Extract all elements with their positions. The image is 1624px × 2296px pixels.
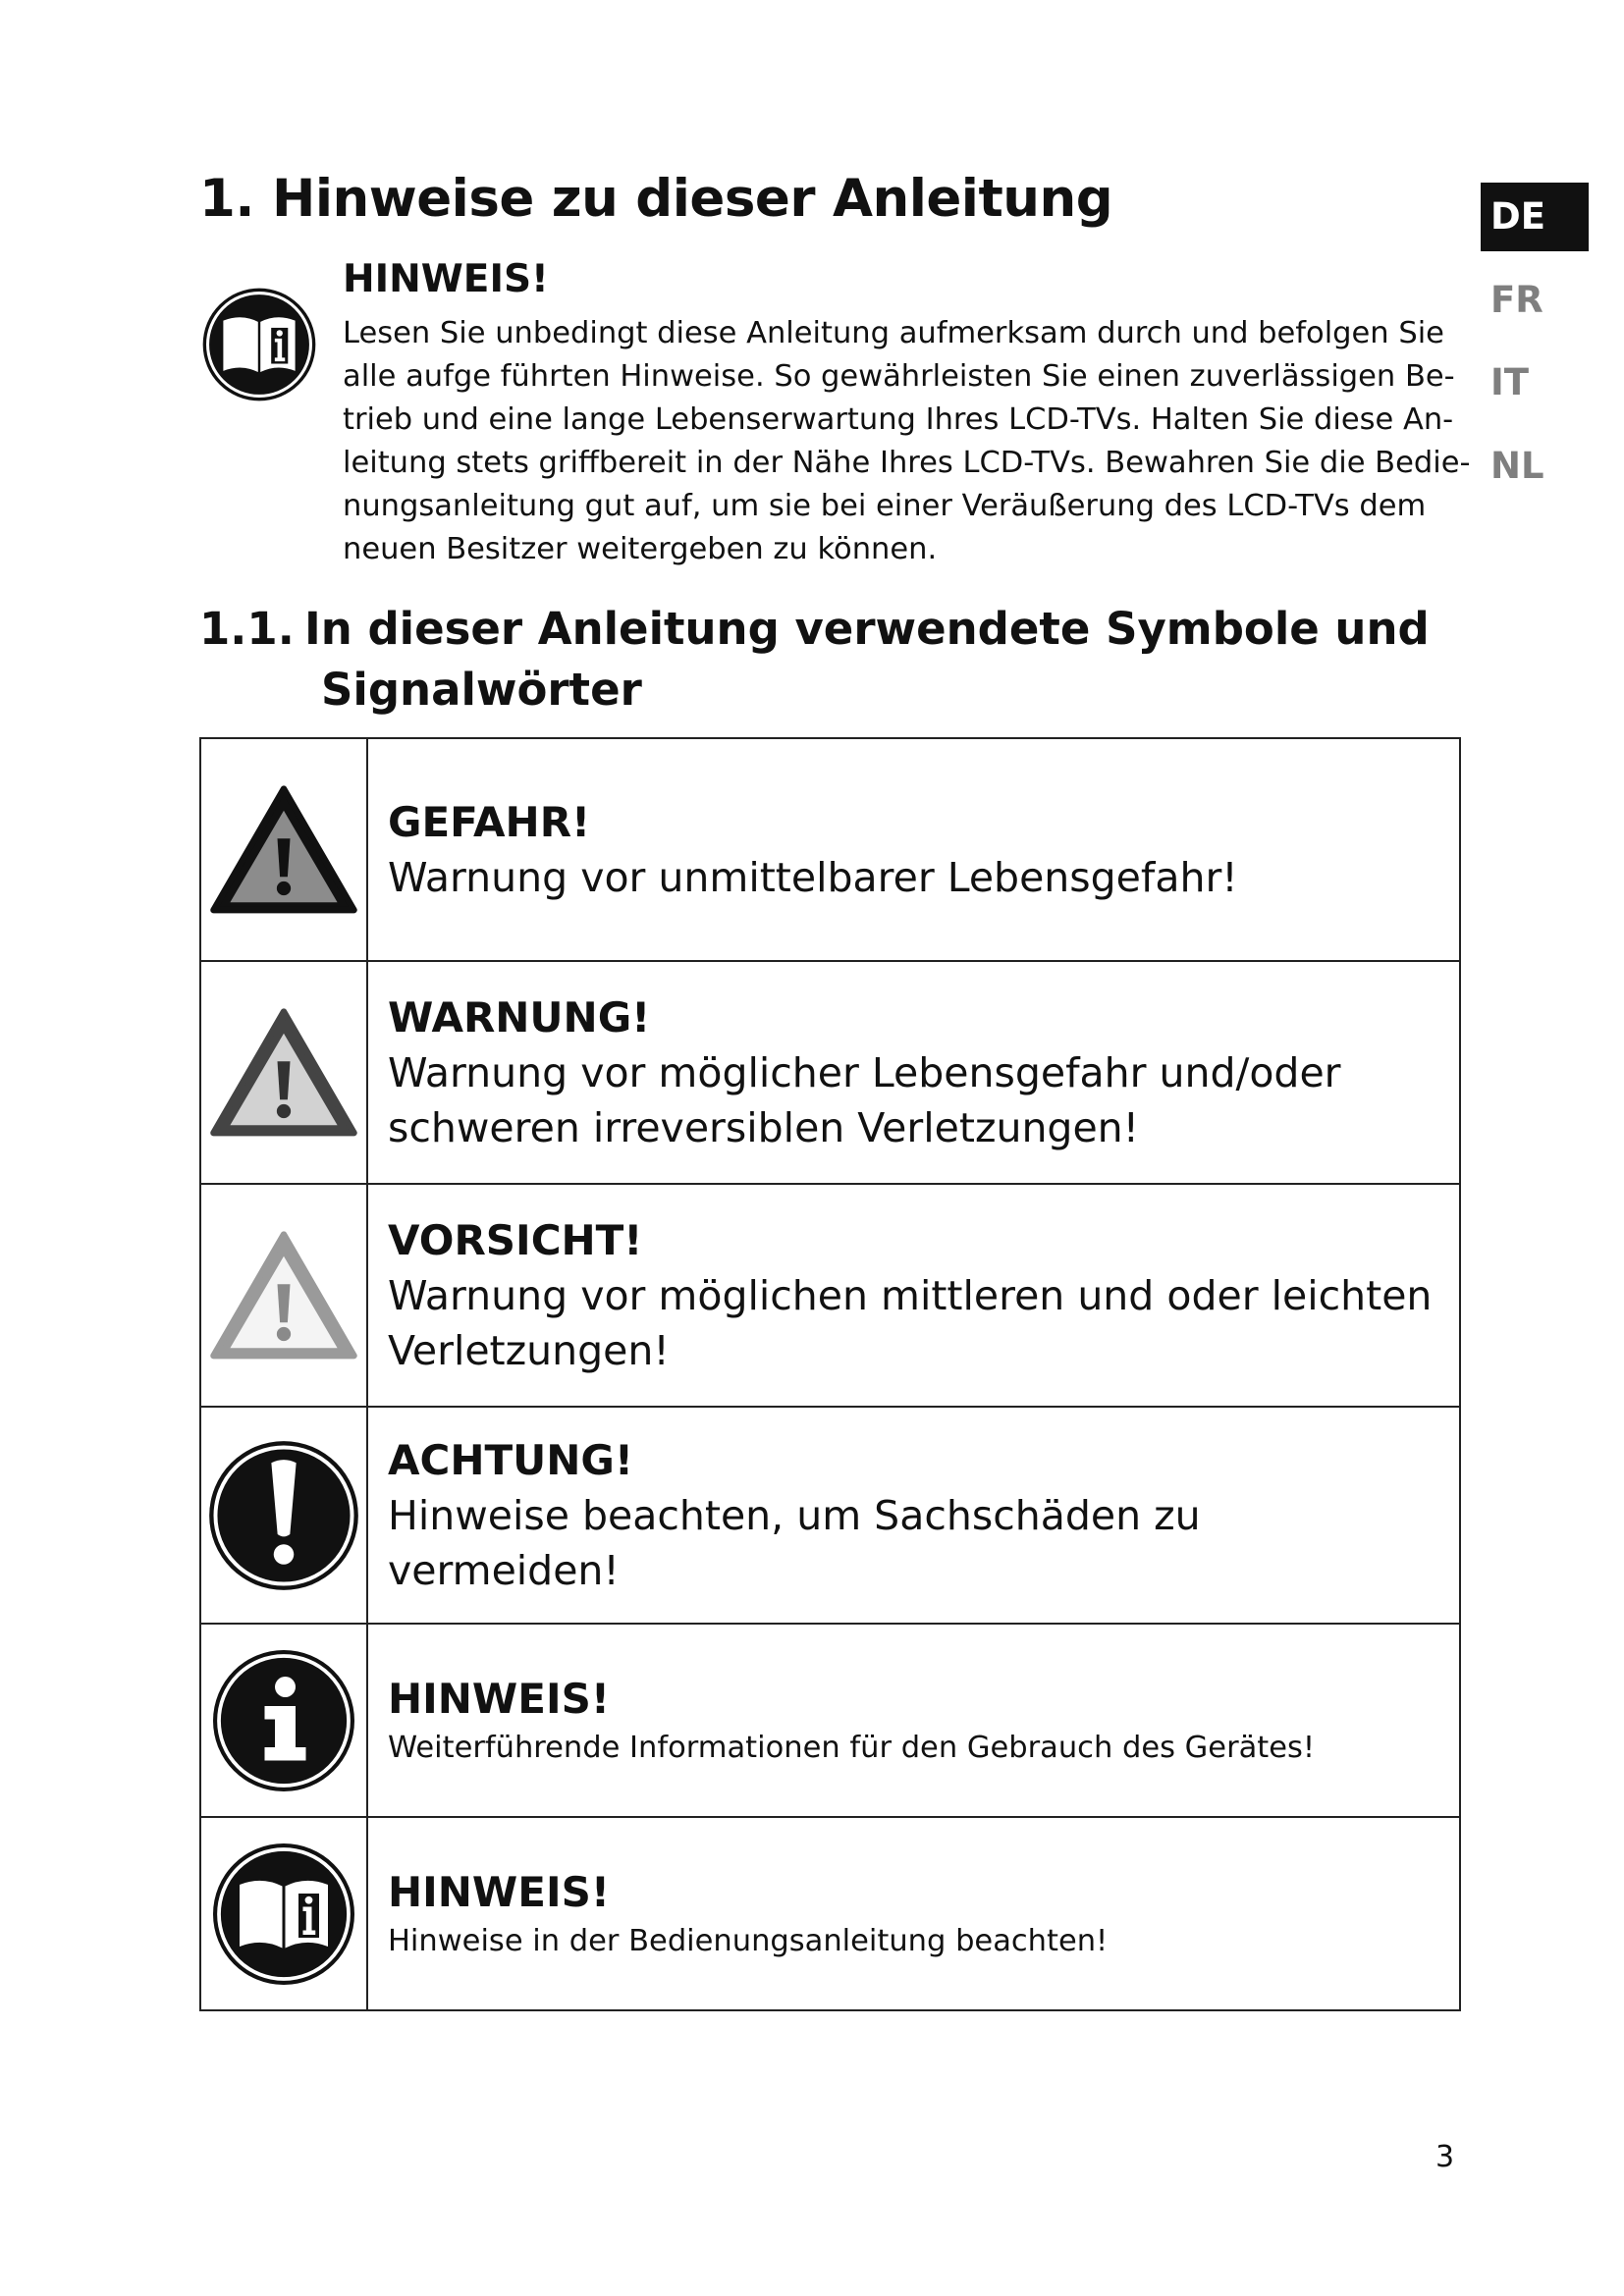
language-tab-de[interactable]: DE xyxy=(1481,183,1589,251)
signal-word: HINWEIS! xyxy=(388,1674,610,1723)
signal-description: Hinweise in der Bedienungsanleitung beachten! xyxy=(388,1923,1109,1958)
symbol-text-cell xyxy=(367,961,1460,1184)
symbol-icon-cell xyxy=(200,1817,367,2010)
section-title-line1: In dieser Anleitung verwendete Symbole und xyxy=(304,603,1430,655)
symbol-icon-cell xyxy=(200,1407,367,1624)
language-tab-nl[interactable]: NL xyxy=(1490,445,1544,487)
note-title: HINWEIS! xyxy=(343,257,549,301)
note-line: leitung stets griffbereit in der Nähe Ihres LCD-TVs. Bewahren Sie die Bedie- xyxy=(343,446,1471,480)
signal-word: VORSICHT! xyxy=(388,1215,643,1264)
note-line: trieb und eine lange Lebenserwartung Ihres LCD-TVs. Halten Sie diese An- xyxy=(343,402,1454,437)
warning-triangle-icon xyxy=(207,1005,360,1141)
note-line: neuen Besitzer weitergeben zu können. xyxy=(343,532,938,566)
signal-word: ACHTUNG! xyxy=(388,1435,634,1484)
symbol-icon-cell xyxy=(200,738,367,961)
symbol-icon-cell xyxy=(200,1184,367,1407)
caution-triangle-icon xyxy=(207,1228,360,1363)
section-number: 1.1. xyxy=(199,603,295,655)
symbol-text-cell xyxy=(367,738,1460,961)
symbol-row-danger xyxy=(200,738,1460,961)
symbol-row-info xyxy=(200,1624,1460,1817)
signal-description: Verletzungen! xyxy=(388,1326,670,1374)
language-tab-fr[interactable]: FR xyxy=(1490,279,1543,321)
manual-info-icon xyxy=(199,285,319,404)
signal-word: HINWEIS! xyxy=(388,1867,610,1916)
language-tab-it[interactable]: IT xyxy=(1490,361,1530,403)
symbol-icon-cell xyxy=(200,961,367,1184)
symbol-text-cell xyxy=(367,1817,1460,2010)
signal-description: schweren irreversiblen Verletzungen! xyxy=(388,1103,1140,1151)
chapter-title: Hinweise zu dieser Anleitung xyxy=(272,169,1113,229)
signal-description: Weiterführende Informationen für den Gebrauch des Gerätes! xyxy=(388,1730,1316,1765)
symbols-table xyxy=(199,737,1461,2011)
note-text xyxy=(343,312,1471,571)
signal-description: Warnung vor möglichen mittleren und oder leichten xyxy=(388,1271,1433,1319)
symbol-row-caution xyxy=(200,1184,1460,1407)
symbol-row-manual xyxy=(200,1817,1460,2010)
symbol-text-cell xyxy=(367,1407,1460,1624)
signal-description: Hinweise beachten, um Sachschäden zu vermeiden! xyxy=(388,1491,1201,1594)
signal-word: GEFAHR! xyxy=(388,797,591,846)
page-number: 3 xyxy=(1435,2140,1455,2174)
signal-word: WARNUNG! xyxy=(388,992,651,1041)
symbol-text-cell xyxy=(367,1184,1460,1407)
signal-description: Warnung vor unmittelbarer Lebensgefahr! xyxy=(388,853,1238,901)
symbol-row-attention xyxy=(200,1407,1460,1624)
symbol-row-warning xyxy=(200,961,1460,1184)
signal-description: Warnung vor möglicher Lebensgefahr und/oder xyxy=(388,1048,1341,1096)
section-title-line2: Signalwörter xyxy=(321,664,642,716)
manual-info-icon xyxy=(210,1841,357,1988)
section-heading xyxy=(199,599,1430,721)
chapter-number: 1. xyxy=(199,169,255,229)
chapter-heading xyxy=(199,169,1112,229)
note-line: Lesen Sie unbedingt diese Anleitung aufmerksam durch und befolgen Sie xyxy=(343,316,1444,350)
note-line: alle aufge führten Hinweise. So gewährleisten Sie einen zuverlässigen Be- xyxy=(343,359,1455,394)
exclamation-circle-icon xyxy=(206,1438,361,1593)
danger-triangle-icon xyxy=(207,782,360,918)
info-circle-icon xyxy=(210,1647,357,1794)
symbol-text-cell xyxy=(367,1624,1460,1817)
note-line: nungsanleitung gut auf, um sie bei einer Veräußerung des LCD-TVs dem xyxy=(343,489,1427,523)
symbol-icon-cell xyxy=(200,1624,367,1817)
